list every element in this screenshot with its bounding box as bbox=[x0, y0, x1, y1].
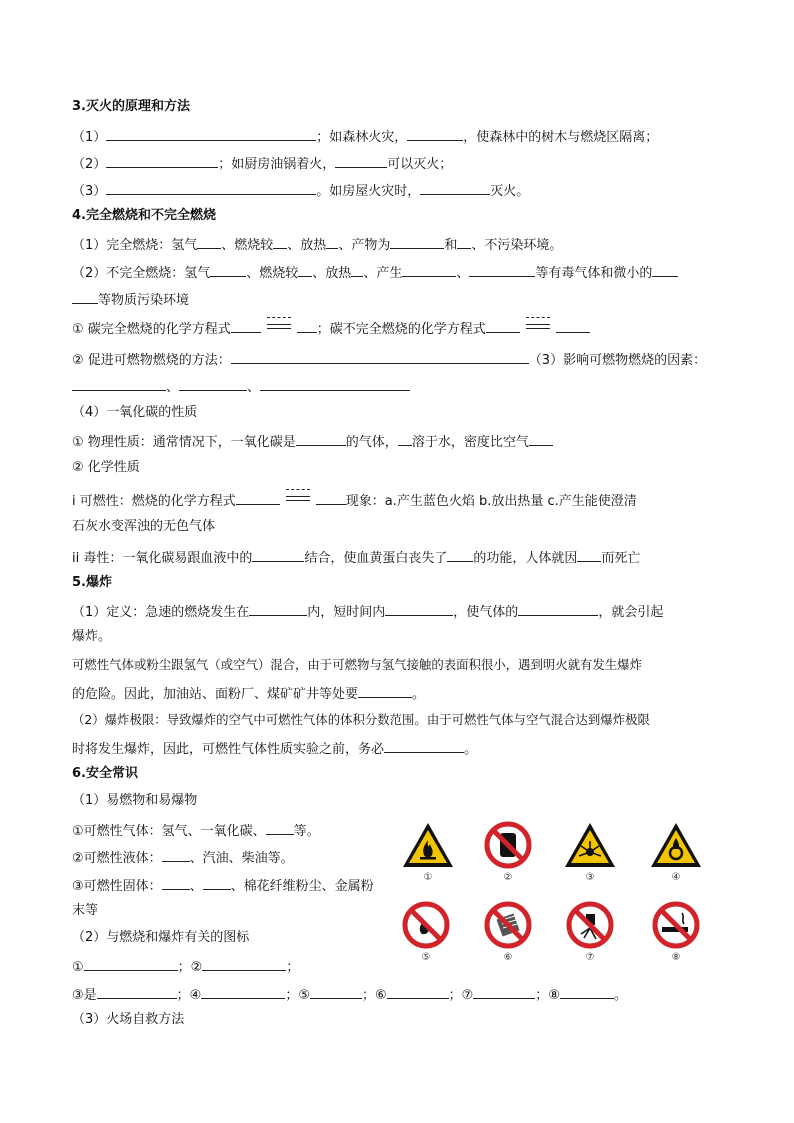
blank[interactable] bbox=[652, 262, 678, 277]
reaction-condition-icon bbox=[520, 319, 556, 333]
s6-line1: （1）易燃物和易爆物 bbox=[72, 793, 198, 808]
s4-line6: （4）一氧化碳的性质 bbox=[72, 405, 198, 420]
blank[interactable] bbox=[202, 956, 286, 971]
sign-number: ④ bbox=[671, 872, 681, 883]
blank[interactable] bbox=[72, 289, 98, 304]
blank[interactable] bbox=[298, 262, 312, 277]
oxidizer-warning-icon bbox=[648, 820, 704, 870]
s4-line8: ② 化学性质 bbox=[72, 460, 140, 475]
flammable-warning-icon bbox=[400, 820, 456, 870]
section6-title: 6.安全常识 bbox=[72, 766, 138, 781]
s3-line3: （3） 。如房屋火灾时， 灭火。 bbox=[72, 180, 529, 201]
blank[interactable] bbox=[162, 875, 190, 890]
blank[interactable] bbox=[249, 601, 307, 616]
s4-line7: ① 物理性质：通常情况下，一氧化碳是 的气体， 溶于水，密度比空气 bbox=[72, 431, 553, 452]
blank[interactable] bbox=[457, 234, 471, 249]
s6-line7: ③是 ；④ ；⑤ ；⑥ ；⑦ ；⑧ 。 bbox=[72, 984, 627, 1005]
blank[interactable] bbox=[260, 376, 410, 391]
no-open-flame-icon bbox=[398, 900, 454, 950]
s6-line2: ①可燃性气体：氢气、一氧化碳、 等。 bbox=[72, 820, 320, 841]
blank[interactable] bbox=[297, 318, 317, 333]
reaction-condition-icon bbox=[280, 491, 316, 505]
blank[interactable] bbox=[447, 547, 473, 562]
no-fireworks-blast-icon bbox=[562, 900, 618, 950]
s4-line1: （1）完全燃烧：氢气 、燃烧较 、放热 、产物为 和 、不污染环境。 bbox=[72, 234, 562, 255]
blank[interactable] bbox=[402, 262, 456, 277]
s5-line5: 时将发生爆炸，因此，可燃性气体性质实验之前，务必 。 bbox=[72, 738, 477, 759]
blank[interactable] bbox=[210, 262, 246, 277]
blank[interactable] bbox=[560, 984, 614, 999]
blank[interactable] bbox=[358, 683, 412, 698]
blank[interactable] bbox=[197, 234, 221, 249]
reaction-condition-icon bbox=[261, 319, 297, 333]
blank[interactable] bbox=[398, 431, 412, 446]
blank[interactable] bbox=[72, 376, 166, 391]
s4-line10: 石灰水变浑浊的无色气体 bbox=[72, 519, 216, 534]
s4-line11: ii 毒性：一氧化碳易跟血液中的 结合，使血黄蛋白丧失了 的功能，人体就因 而死亡 bbox=[72, 547, 640, 568]
sign-number: ⑤ bbox=[421, 952, 431, 963]
blank[interactable] bbox=[84, 956, 178, 971]
blank[interactable] bbox=[106, 126, 316, 141]
s6-line4: ③可燃性固体： 、 、棉花纤维粉尘、金属粉 bbox=[72, 875, 374, 896]
blank[interactable] bbox=[231, 349, 529, 364]
explosive-warning-icon bbox=[562, 820, 618, 870]
sign-number: ⑧ bbox=[671, 952, 681, 963]
blank[interactable] bbox=[106, 180, 316, 195]
blank[interactable] bbox=[231, 318, 261, 333]
s5-line2: 可燃性气体或粉尘跟氢气（或空气）混合，由于可燃物与氢气接触的表面积很小，遇到明火就有发生爆炸 bbox=[72, 657, 642, 672]
blank[interactable] bbox=[390, 234, 444, 249]
blank[interactable] bbox=[296, 431, 346, 446]
s4-line4: ② 促进可燃物燃烧的方法： （3）影响可燃物燃烧的因素： bbox=[72, 349, 706, 370]
blank[interactable] bbox=[310, 984, 362, 999]
sign-number: ⑦ bbox=[585, 952, 595, 963]
blank[interactable] bbox=[266, 820, 294, 835]
sign-number: ③ bbox=[585, 872, 595, 883]
section4-title: 4.完全燃烧和不完全燃烧 bbox=[72, 208, 216, 223]
no-smoking-icon bbox=[648, 900, 704, 950]
sign-6 bbox=[480, 900, 536, 963]
blank[interactable] bbox=[469, 262, 535, 277]
s6-line5: （2）与燃烧和爆炸有关的图标 bbox=[72, 930, 250, 945]
no-fireworks-icon bbox=[480, 820, 536, 870]
blank[interactable] bbox=[351, 262, 363, 277]
sign-2 bbox=[480, 820, 536, 883]
safety-signs-figure bbox=[398, 820, 726, 980]
blank[interactable] bbox=[201, 984, 285, 999]
s4-line2: （2）不完全燃烧：氢气 、燃烧较 、放热 、产生 、 等有毒气体和微小的 bbox=[72, 262, 678, 283]
s5-line4: （2）爆炸极限：导致爆炸的空气中可燃性气体的体积分数范围。由于可燃性气体与空气混合达到爆炸极限 bbox=[72, 712, 650, 727]
blank[interactable] bbox=[236, 490, 280, 505]
s6-line4b: 末等 bbox=[72, 903, 99, 918]
blank[interactable] bbox=[203, 875, 231, 890]
no-matches-icon bbox=[480, 900, 536, 950]
s6-line8: （3）火场自救方法 bbox=[72, 1012, 185, 1027]
s4-line5: 、 、 bbox=[72, 376, 410, 397]
blank[interactable] bbox=[106, 153, 218, 168]
blank[interactable] bbox=[384, 738, 464, 753]
blank[interactable] bbox=[387, 984, 449, 999]
s5-line3: 的危险。因此，加油站、面粉厂、煤矿矿井等处要 。 bbox=[72, 683, 425, 704]
blank[interactable] bbox=[252, 547, 304, 562]
s4-line3: ① 碳完全燃烧的化学方程式 ；碳不完全燃烧的化学方程式 bbox=[72, 318, 590, 339]
blank[interactable] bbox=[179, 376, 247, 391]
s4-line9: i 可燃性：燃烧的化学方程式 现象：a.产生蓝色火焰 b.放出热量 c.产生能使澄清 bbox=[72, 490, 637, 511]
sign-7 bbox=[562, 900, 618, 963]
blank[interactable] bbox=[385, 601, 453, 616]
sign-1 bbox=[400, 820, 456, 883]
blank[interactable] bbox=[162, 847, 190, 862]
blank[interactable] bbox=[97, 984, 177, 999]
blank[interactable] bbox=[316, 490, 346, 505]
blank[interactable] bbox=[326, 234, 338, 249]
s5-line1: （1）定义：急速的燃烧发生在 内，短时间内 ，使气体的 ，就会引起 bbox=[72, 601, 663, 622]
sign-3 bbox=[562, 820, 618, 883]
sign-number: ⑥ bbox=[503, 952, 513, 963]
sign-number: ② bbox=[503, 872, 513, 883]
sign-5 bbox=[398, 900, 454, 963]
blank[interactable] bbox=[486, 318, 520, 333]
blank[interactable] bbox=[273, 234, 287, 249]
blank[interactable] bbox=[473, 984, 535, 999]
blank[interactable] bbox=[577, 547, 601, 562]
blank[interactable] bbox=[420, 180, 490, 195]
s4-line2b: 等物质污染环境 bbox=[72, 289, 189, 310]
s3-line2: （2） ；如厨房油锅着火， 可以灭火； bbox=[72, 153, 452, 174]
section3-title: 3.灭火的原理和方法 bbox=[72, 99, 190, 114]
s6-line6: ① ；② ； bbox=[72, 956, 299, 977]
section5-title: 5.爆炸 bbox=[72, 575, 112, 590]
s3-line1: （1） ；如森林火灾， ，使森林中的树木与燃烧区隔离； bbox=[72, 126, 658, 147]
blank[interactable] bbox=[335, 153, 387, 168]
blank[interactable] bbox=[407, 126, 463, 141]
blank[interactable] bbox=[518, 601, 598, 616]
sign-8 bbox=[648, 900, 704, 963]
sign-4 bbox=[648, 820, 704, 883]
s5-line1b: 爆炸。 bbox=[72, 629, 112, 644]
s6-line3: ②可燃性液体： 、汽油、柴油等。 bbox=[72, 847, 294, 868]
sign-number: ① bbox=[423, 872, 433, 883]
blank[interactable] bbox=[529, 431, 553, 446]
blank[interactable] bbox=[556, 318, 590, 333]
